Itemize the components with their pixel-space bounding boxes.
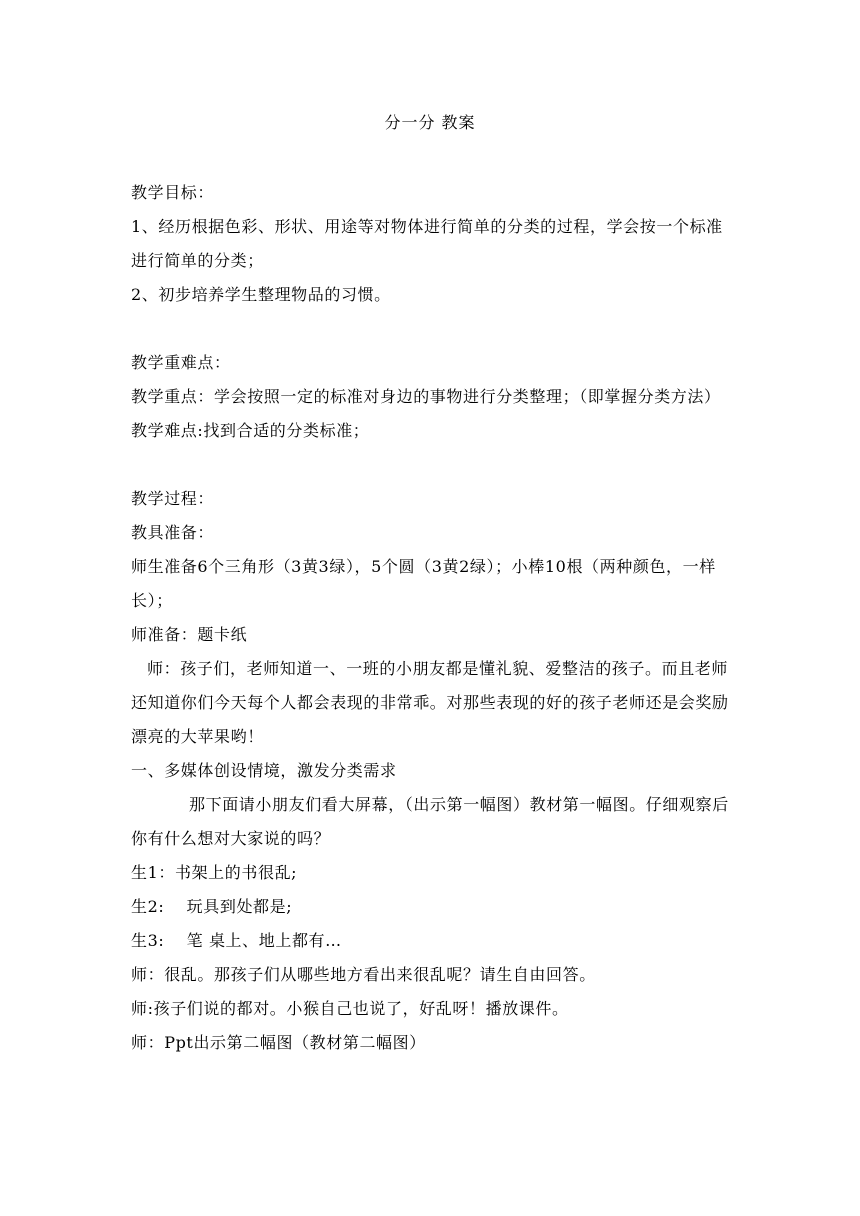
blank-line — [131, 312, 733, 346]
teacher-line-2: 师:孩子们说的都对。小猴自己也说了，好乱呀！播放课件。 — [131, 999, 569, 1018]
blank-line — [131, 448, 733, 482]
section-heading-key-points: 教学重难点： — [131, 353, 231, 372]
materials-teacher: 师准备：题卡纸 — [131, 625, 248, 644]
student-answer-1: 生1：书架上的书很乱; — [131, 863, 298, 882]
materials-heading: 教具准备： — [131, 523, 215, 542]
materials-students: 师生准备6个三角形（3黄3绿），5个圆（3黄2绿）；小棒10根（两种颜色，一样长）； — [131, 557, 716, 610]
teacher-line-1: 师：很乱。那孩子们从哪些地方看出来很乱呢？请生自由回答。 — [131, 965, 596, 984]
student-answer-2: 生2: 玩具到处都是; — [131, 897, 293, 916]
section-heading-objectives: 教学目标： — [131, 183, 215, 202]
step-1-paragraph: 那下面请小朋友们看大屏幕，（出示第一幅图）教材第一幅图。仔细观察后你有什么想对大家说的吗？ — [131, 795, 729, 848]
document-title: 分一分 教案 — [384, 113, 476, 132]
teacher-intro-paragraph: 师：孩子们，老师知道一、一班的小朋友都是懂礼貌、爱整洁的孩子。而且老师还知道你们今天每个人都会表现的非常乖。对那些表现的好的孩子老师还是会奖励漂亮的大苹果哟！ — [131, 659, 729, 746]
objective-item-1: 1、经历根据色彩、形状、用途等对物体进行简单的分类的过程，学会按一个标准进行简单的分类； — [131, 217, 723, 270]
objective-item-2: 2、初步培养学生整理物品的习惯。 — [131, 285, 391, 304]
teacher-line-3: 师：Ppt出示第二幅图（教材第二幅图） — [131, 1033, 426, 1052]
step-heading-1: 一、多媒体创设情境，激发分类需求 — [131, 761, 397, 780]
student-answer-3: 生3: 笔 桌上、地上都有… — [131, 931, 342, 950]
key-point: 教学重点：学会按照一定的标准对身边的事物进行分类整理；（即掌握分类方法） — [131, 387, 721, 406]
difficult-point: 教学难点:找到合适的分类标准； — [131, 421, 370, 440]
section-heading-process: 教学过程： — [131, 489, 215, 508]
document-body — [131, 176, 733, 1060]
